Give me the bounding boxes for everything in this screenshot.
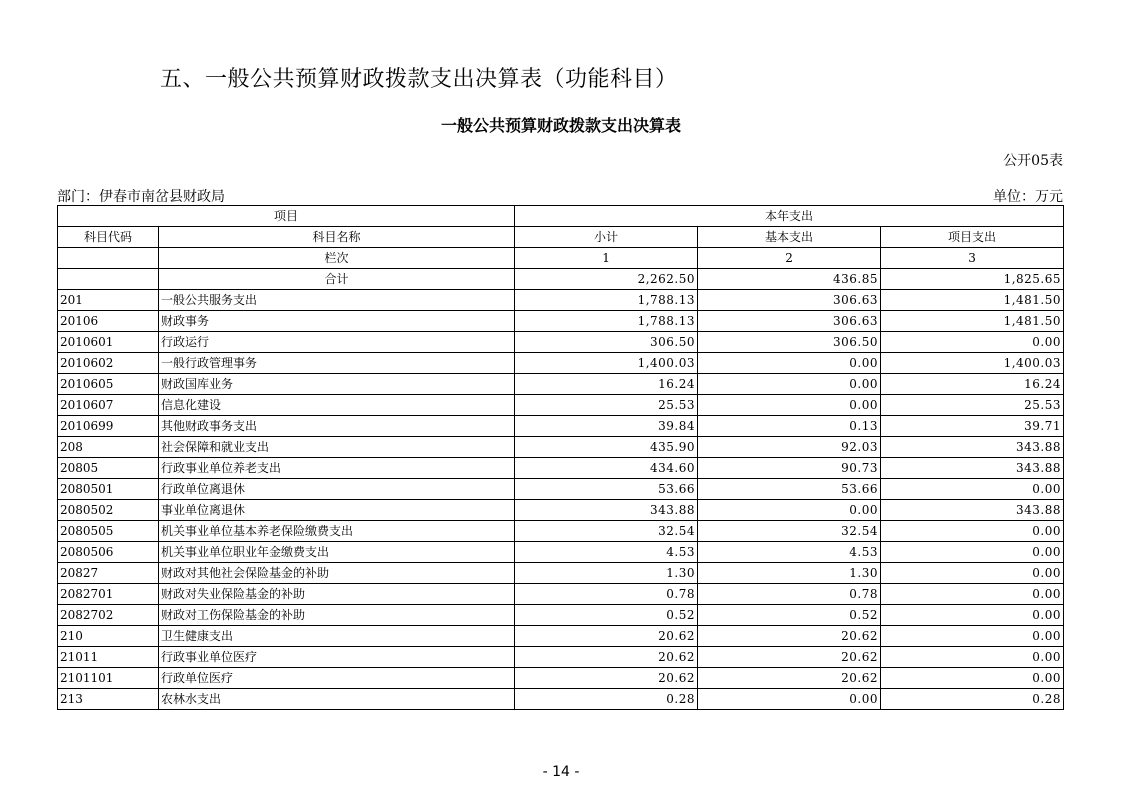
table-row	[58, 626, 1064, 647]
table-row	[58, 479, 1064, 500]
cell-project: 1,400.03	[881, 353, 1064, 374]
table-row	[58, 542, 1064, 563]
table-row	[58, 584, 1064, 605]
cell-project: 16.24	[881, 374, 1064, 395]
cell-subtotal: 435.90	[515, 437, 698, 458]
department-label: 部门：伊春市南岔县财政局	[57, 189, 225, 205]
cell-subtotal: 1,400.03	[515, 353, 698, 374]
cell-project: 39.71	[881, 416, 1064, 437]
cell-name: 财政国库业务	[159, 374, 515, 395]
cell-project: 0.00	[881, 626, 1064, 647]
header-row-3	[58, 248, 1064, 269]
cell-code: 210	[58, 626, 159, 647]
table-row	[58, 668, 1064, 689]
cell-basic: 0.00	[698, 353, 881, 374]
cell-basic: 306.50	[698, 332, 881, 353]
report-title: 一般公共预算财政拨款支出决算表	[440, 116, 681, 135]
cell-code: 20827	[58, 563, 159, 584]
cell-subtotal: 1,788.13	[515, 311, 698, 332]
cell-project: 0.00	[881, 521, 1064, 542]
cell-basic: 53.66	[698, 479, 881, 500]
header-basic: 基本支出	[698, 227, 881, 248]
cell-basic: 20.62	[698, 647, 881, 668]
cell-name: 其他财政事务支出	[159, 416, 515, 437]
table-row	[58, 458, 1064, 479]
cell-name: 机关事业单位基本养老保险缴费支出	[159, 521, 515, 542]
page-number: - 14 -	[542, 764, 580, 780]
header-col-1: 1	[515, 248, 698, 269]
table-row	[58, 563, 1064, 584]
header-column-label: 栏次	[159, 248, 515, 269]
cell-name: 财政事务	[159, 311, 515, 332]
cell-code: 2080501	[58, 479, 159, 500]
cell-subtotal: 20.62	[515, 647, 698, 668]
cell-subtotal: 16.24	[515, 374, 698, 395]
cell-name: 行政事业单位养老支出	[159, 458, 515, 479]
cell-project: 0.00	[881, 647, 1064, 668]
cell-basic: 0.52	[698, 605, 881, 626]
cell-code: 2080505	[58, 521, 159, 542]
cell-code: 213	[58, 689, 159, 710]
cell-project: 25.53	[881, 395, 1064, 416]
cell-basic: 90.73	[698, 458, 881, 479]
cell-name: 行政运行	[159, 332, 515, 353]
cell-subtotal: 25.53	[515, 395, 698, 416]
cell-name: 卫生健康支出	[159, 626, 515, 647]
cell-project: 1,481.50	[881, 290, 1064, 311]
expenditure-table	[57, 205, 1064, 710]
header-col-3: 3	[881, 248, 1064, 269]
cell-basic: 4.53	[698, 542, 881, 563]
header-expense: 本年支出	[515, 206, 1064, 227]
cell-code: 20805	[58, 458, 159, 479]
cell-project: 0.00	[881, 668, 1064, 689]
cell-code: 201	[58, 290, 159, 311]
cell-subtotal: 1,788.13	[515, 290, 698, 311]
cell-basic: 92.03	[698, 437, 881, 458]
cell-name: 社会保障和就业支出	[159, 437, 515, 458]
cell-project: 0.00	[881, 563, 1064, 584]
table-row	[58, 353, 1064, 374]
cell-basic: 0.00	[698, 395, 881, 416]
header-row-2	[58, 227, 1064, 248]
cell-name: 行政事业单位医疗	[159, 647, 515, 668]
unit-label: 单位：万元	[993, 189, 1063, 205]
cell-project: 343.88	[881, 458, 1064, 479]
total-label: 合计	[159, 269, 515, 290]
table-row	[58, 647, 1064, 668]
table-row	[58, 500, 1064, 521]
header-item: 项目	[58, 206, 515, 227]
cell-basic: 0.00	[698, 689, 881, 710]
cell-basic: 306.63	[698, 311, 881, 332]
table-row	[58, 311, 1064, 332]
header-col-2: 2	[698, 248, 881, 269]
cell-basic: 0.00	[698, 500, 881, 521]
cell-basic: 0.13	[698, 416, 881, 437]
total-project: 1,825.65	[881, 269, 1064, 290]
cell-subtotal: 343.88	[515, 500, 698, 521]
cell-code: 2082702	[58, 605, 159, 626]
table-row	[58, 395, 1064, 416]
cell-name: 财政对其他社会保险基金的补助	[159, 563, 515, 584]
table-row	[58, 374, 1064, 395]
cell-basic: 20.62	[698, 626, 881, 647]
table-row	[58, 521, 1064, 542]
cell-code: 2080506	[58, 542, 159, 563]
cell-name: 财政对工伤保险基金的补助	[159, 605, 515, 626]
header-name: 科目名称	[159, 227, 515, 248]
cell-name: 事业单位离退休	[159, 500, 515, 521]
header-subtotal: 小计	[515, 227, 698, 248]
header-code: 科目代码	[58, 227, 159, 248]
cell-name: 行政单位医疗	[159, 668, 515, 689]
cell-code: 2010605	[58, 374, 159, 395]
cell-project: 0.28	[881, 689, 1064, 710]
cell-code: 2101101	[58, 668, 159, 689]
cell-basic: 1.30	[698, 563, 881, 584]
cell-code: 2080502	[58, 500, 159, 521]
cell-subtotal: 1.30	[515, 563, 698, 584]
cell-project: 0.00	[881, 542, 1064, 563]
cell-name: 一般行政管理事务	[159, 353, 515, 374]
page-heading: 五、一般公共预算财政拨款支出决算表（功能科目）	[160, 67, 678, 92]
cell-name: 行政单位离退休	[159, 479, 515, 500]
cell-name: 财政对失业保险基金的补助	[159, 584, 515, 605]
table-row	[58, 416, 1064, 437]
cell-subtotal: 0.52	[515, 605, 698, 626]
cell-code: 20106	[58, 311, 159, 332]
cell-project: 1,481.50	[881, 311, 1064, 332]
total-subtotal: 2,262.50	[515, 269, 698, 290]
cell-basic: 0.78	[698, 584, 881, 605]
cell-subtotal: 0.28	[515, 689, 698, 710]
cell-basic: 20.62	[698, 668, 881, 689]
cell-project: 0.00	[881, 332, 1064, 353]
cell-basic: 0.00	[698, 374, 881, 395]
cell-project: 0.00	[881, 605, 1064, 626]
table-row	[58, 689, 1064, 710]
cell-code: 2010699	[58, 416, 159, 437]
table-row	[58, 332, 1064, 353]
cell-code: 2010601	[58, 332, 159, 353]
cell-project: 343.88	[881, 500, 1064, 521]
cell-project: 343.88	[881, 437, 1064, 458]
cell-subtotal: 20.62	[515, 668, 698, 689]
cell-code: 2010602	[58, 353, 159, 374]
cell-code: 21011	[58, 647, 159, 668]
total-blank	[58, 269, 159, 290]
header-blank	[58, 248, 159, 269]
cell-subtotal: 20.62	[515, 626, 698, 647]
header-row-1	[58, 206, 1064, 227]
cell-subtotal: 0.78	[515, 584, 698, 605]
table-row	[58, 290, 1064, 311]
cell-subtotal: 39.84	[515, 416, 698, 437]
cell-code: 2010607	[58, 395, 159, 416]
table-row	[58, 437, 1064, 458]
total-row	[58, 269, 1064, 290]
cell-code: 208	[58, 437, 159, 458]
cell-subtotal: 32.54	[515, 521, 698, 542]
cell-subtotal: 53.66	[515, 479, 698, 500]
cell-project: 0.00	[881, 479, 1064, 500]
cell-name: 农林水支出	[159, 689, 515, 710]
cell-name: 一般公共服务支出	[159, 290, 515, 311]
cell-basic: 306.63	[698, 290, 881, 311]
total-basic: 436.85	[698, 269, 881, 290]
cell-basic: 32.54	[698, 521, 881, 542]
cell-project: 0.00	[881, 584, 1064, 605]
cell-code: 2082701	[58, 584, 159, 605]
cell-subtotal: 434.60	[515, 458, 698, 479]
cell-subtotal: 306.50	[515, 332, 698, 353]
header-project: 项目支出	[881, 227, 1064, 248]
cell-subtotal: 4.53	[515, 542, 698, 563]
cell-name: 信息化建设	[159, 395, 515, 416]
table-row	[58, 605, 1064, 626]
cell-name: 机关事业单位职业年金缴费支出	[159, 542, 515, 563]
form-number: 公开05表	[1003, 153, 1063, 169]
